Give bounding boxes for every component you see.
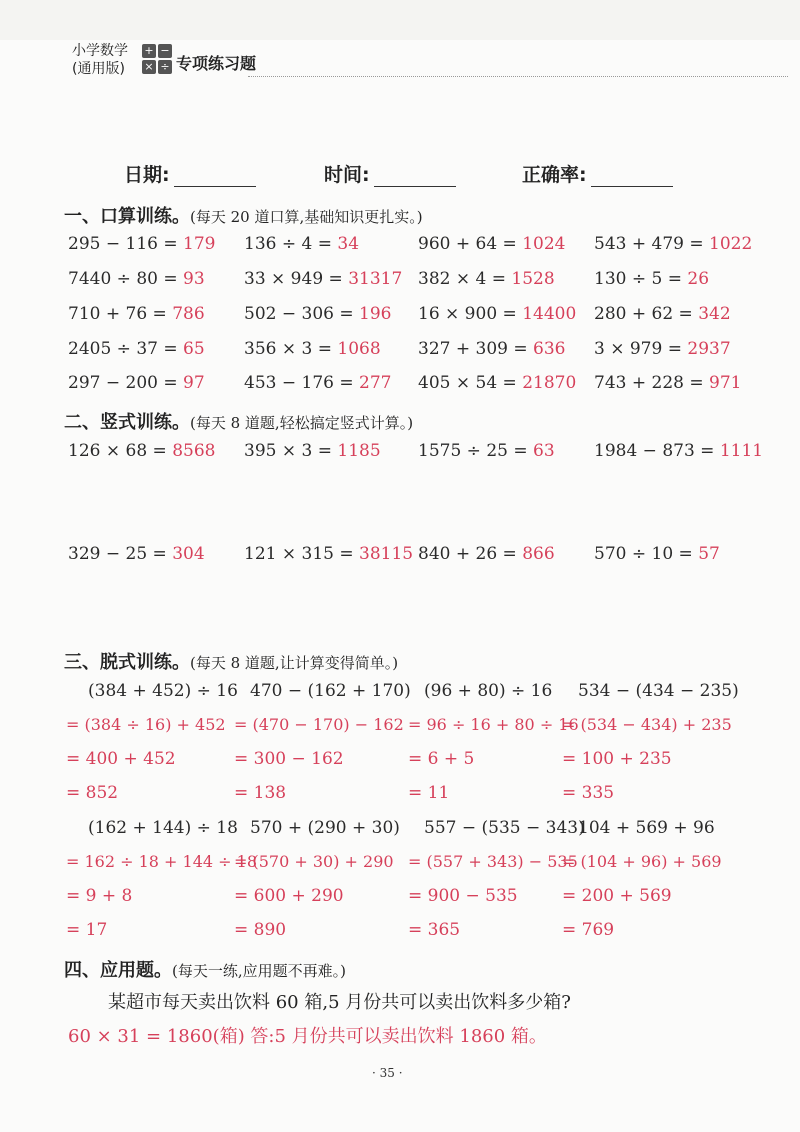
question: 1575 ÷ 25 =: [418, 441, 533, 461]
answer: 63: [533, 441, 555, 461]
question: 7440 ÷ 80 =: [68, 269, 183, 289]
oral-calc-item: [594, 339, 731, 359]
page-number: · 35 ·: [372, 1066, 403, 1080]
question: 295 − 116 =: [68, 234, 183, 254]
question: 126 × 68 =: [68, 441, 173, 461]
step-line: = 769: [562, 920, 615, 940]
oral-calc-item: [68, 234, 215, 254]
date-field[interactable]: [124, 160, 256, 187]
question: 543 + 479 =: [594, 234, 709, 254]
section2-note: (每天 8 道题,轻松搞定竖式计算。): [190, 414, 414, 432]
step-line: = (470 − 170) − 162: [234, 715, 404, 734]
question: 33 × 949 =: [244, 269, 349, 289]
vertical-calc-item: [244, 544, 413, 564]
step-problem: 470 − (162 + 170): [250, 681, 411, 701]
accuracy-blank[interactable]: [591, 166, 673, 187]
section1-heading: 一、口算训练。: [64, 206, 190, 227]
answer: 1111: [719, 441, 764, 461]
question: 130 ÷ 5 =: [594, 269, 688, 289]
oral-calc-item: [68, 339, 205, 359]
step-line: = 6 + 5: [408, 749, 475, 769]
question: 743 + 228 =: [594, 373, 709, 393]
oral-calc-item: [244, 304, 391, 324]
oral-calc-item: [418, 304, 576, 324]
answer: 1528: [511, 269, 555, 289]
step-line: = 162 ÷ 18 + 144 ÷ 18: [66, 852, 258, 871]
step-line: = 300 − 162: [234, 749, 344, 769]
page-header: [72, 42, 732, 122]
question: 136 ÷ 4 =: [244, 234, 338, 254]
step-line: = (384 ÷ 16) + 452: [66, 715, 226, 734]
answer: 57: [698, 544, 720, 564]
answer: 38115: [359, 544, 414, 564]
brand-line-2: (通用版): [72, 61, 125, 77]
answer: 866: [522, 544, 555, 564]
answer: 14400: [522, 304, 577, 324]
accuracy-field[interactable]: [522, 160, 673, 187]
step-line: = 200 + 569: [562, 886, 672, 906]
operator-logo: [142, 44, 172, 74]
answer: 196: [359, 304, 392, 324]
question: 840 + 26 =: [418, 544, 523, 564]
question: 16 × 900 =: [418, 304, 523, 324]
vertical-calc-item: [594, 441, 763, 461]
answer: 97: [183, 373, 205, 393]
section3-title: [64, 648, 398, 674]
oral-calc-item: [418, 234, 565, 254]
answer: 342: [698, 304, 731, 324]
oral-calc-item: [594, 269, 709, 289]
section4-heading: 四、应用题。: [64, 960, 172, 981]
date-label: 日期:: [124, 164, 170, 186]
vertical-calc-item: [68, 441, 215, 461]
section2-title: [64, 408, 413, 434]
step-problem: (96 + 80) ÷ 16: [424, 681, 553, 701]
step-line: = 890: [234, 920, 287, 940]
time-label: 时间:: [324, 164, 370, 186]
oral-calc-item: [68, 373, 205, 393]
answer: 8568: [172, 441, 216, 461]
oral-calc-item: [418, 339, 565, 359]
word-problem: 某超市每天卖出饮料 60 箱,5 月份共可以卖出饮料多少箱?: [108, 992, 571, 1013]
oral-calc-item: [418, 269, 555, 289]
step-line: = (104 + 96) + 569: [562, 852, 722, 871]
question: 502 − 306 =: [244, 304, 359, 324]
answer: 26: [687, 269, 710, 289]
oral-calc-item: [594, 304, 731, 324]
question: 3 × 979 =: [594, 339, 688, 359]
section1-title: [64, 202, 423, 228]
section3-heading: 三、脱式训练。: [64, 652, 190, 673]
oral-calc-item: [418, 373, 576, 393]
plus-icon: +: [142, 44, 156, 58]
word-problem-answer: 60 × 31 = 1860(箱) 答:5 月份共可以卖出饮料 1860 箱。: [68, 1026, 547, 1047]
answer: 786: [172, 304, 205, 324]
date-blank[interactable]: [174, 166, 256, 187]
step-line: = 365: [408, 920, 461, 940]
question: 1984 − 873 =: [594, 441, 720, 461]
section2-heading: 二、竖式训练。: [64, 412, 190, 433]
step-problem: 570 + (290 + 30): [250, 818, 400, 838]
answer: 2937: [687, 339, 731, 359]
question: 297 − 200 =: [68, 373, 183, 393]
question: 710 + 76 =: [68, 304, 173, 324]
vertical-calc-item: [594, 544, 720, 564]
oral-calc-item: [244, 339, 381, 359]
question: 2405 ÷ 37 =: [68, 339, 183, 359]
oral-calc-item: [244, 234, 359, 254]
oral-calc-item: [594, 373, 741, 393]
question: 453 − 176 =: [244, 373, 359, 393]
oral-calc-item: [68, 304, 205, 324]
accuracy-label: 正确率:: [522, 164, 587, 186]
step-line: = 17: [66, 920, 108, 940]
answer: 277: [359, 373, 392, 393]
answer: 1024: [522, 234, 566, 254]
section3-note: (每天 8 道题,让计算变得简单。): [190, 654, 399, 672]
question: 382 × 4 =: [418, 269, 512, 289]
question: 395 × 3 =: [244, 441, 338, 461]
answer: 1022: [709, 234, 753, 254]
answer: 1068: [337, 339, 381, 359]
section1-note: (每天 20 道口算,基础知识更扎实。): [190, 208, 423, 226]
vertical-calc-item: [68, 544, 205, 564]
times-icon: ×: [142, 60, 156, 74]
answer: 21870: [522, 373, 577, 393]
oral-calc-item: [244, 373, 391, 393]
divide-icon: ÷: [158, 60, 172, 74]
brand-label: [72, 42, 128, 78]
answer: 304: [172, 544, 205, 564]
step-problem: 534 − (434 − 235): [578, 681, 739, 701]
dateline: [124, 160, 724, 190]
answer: 93: [183, 269, 205, 289]
question: 960 + 64 =: [418, 234, 523, 254]
vertical-calc-item: [244, 441, 381, 461]
vertical-calc-item: [418, 441, 555, 461]
step-line: = 9 + 8: [66, 886, 133, 906]
step-line: = 400 + 452: [66, 749, 176, 769]
answer: 1185: [337, 441, 381, 461]
question: 570 ÷ 10 =: [594, 544, 699, 564]
header-divider: [248, 76, 788, 77]
oral-calc-item: [68, 269, 205, 289]
step-line: = 138: [234, 783, 287, 803]
question: 356 × 3 =: [244, 339, 338, 359]
step-problem: (384 + 452) ÷ 16: [88, 681, 238, 701]
header-title: 专项练习题: [176, 54, 257, 73]
answer: 179: [183, 234, 216, 254]
answer: 971: [709, 373, 742, 393]
question: 329 − 25 =: [68, 544, 173, 564]
question: 405 × 54 =: [418, 373, 523, 393]
section4-note: (每天一练,应用题不再难。): [172, 962, 346, 980]
step-line: = 100 + 235: [562, 749, 672, 769]
minus-icon: −: [158, 44, 172, 58]
question: 327 + 309 =: [418, 339, 533, 359]
question: 280 + 62 =: [594, 304, 699, 324]
vertical-calc-item: [418, 544, 555, 564]
step-line: = 600 + 290: [234, 886, 344, 906]
section4-title: [64, 956, 346, 982]
answer: 636: [533, 339, 566, 359]
brand-line-1: 小学数学: [72, 43, 128, 59]
step-line: = 852: [66, 783, 119, 803]
time-blank[interactable]: [374, 166, 456, 187]
answer: 65: [183, 339, 205, 359]
step-line: = (557 + 343) − 535: [408, 852, 578, 871]
step-line: = (570 + 30) + 290: [234, 852, 394, 871]
step-line: = 335: [562, 783, 615, 803]
answer: 31317: [348, 269, 403, 289]
step-problem: (162 + 144) ÷ 18: [88, 818, 238, 838]
step-line: = 11: [408, 783, 450, 803]
oral-calc-item: [244, 269, 402, 289]
step-problem: 104 + 569 + 96: [578, 818, 715, 838]
step-line: = (534 − 434) + 235: [562, 715, 732, 734]
answer: 34: [337, 234, 360, 254]
oral-calc-item: [594, 234, 752, 254]
question: 121 × 315 =: [244, 544, 359, 564]
step-line: = 96 ÷ 16 + 80 ÷ 16: [408, 715, 579, 734]
time-field[interactable]: [324, 160, 456, 187]
step-problem: 557 − (535 − 343): [424, 818, 585, 838]
step-line: = 900 − 535: [408, 886, 518, 906]
